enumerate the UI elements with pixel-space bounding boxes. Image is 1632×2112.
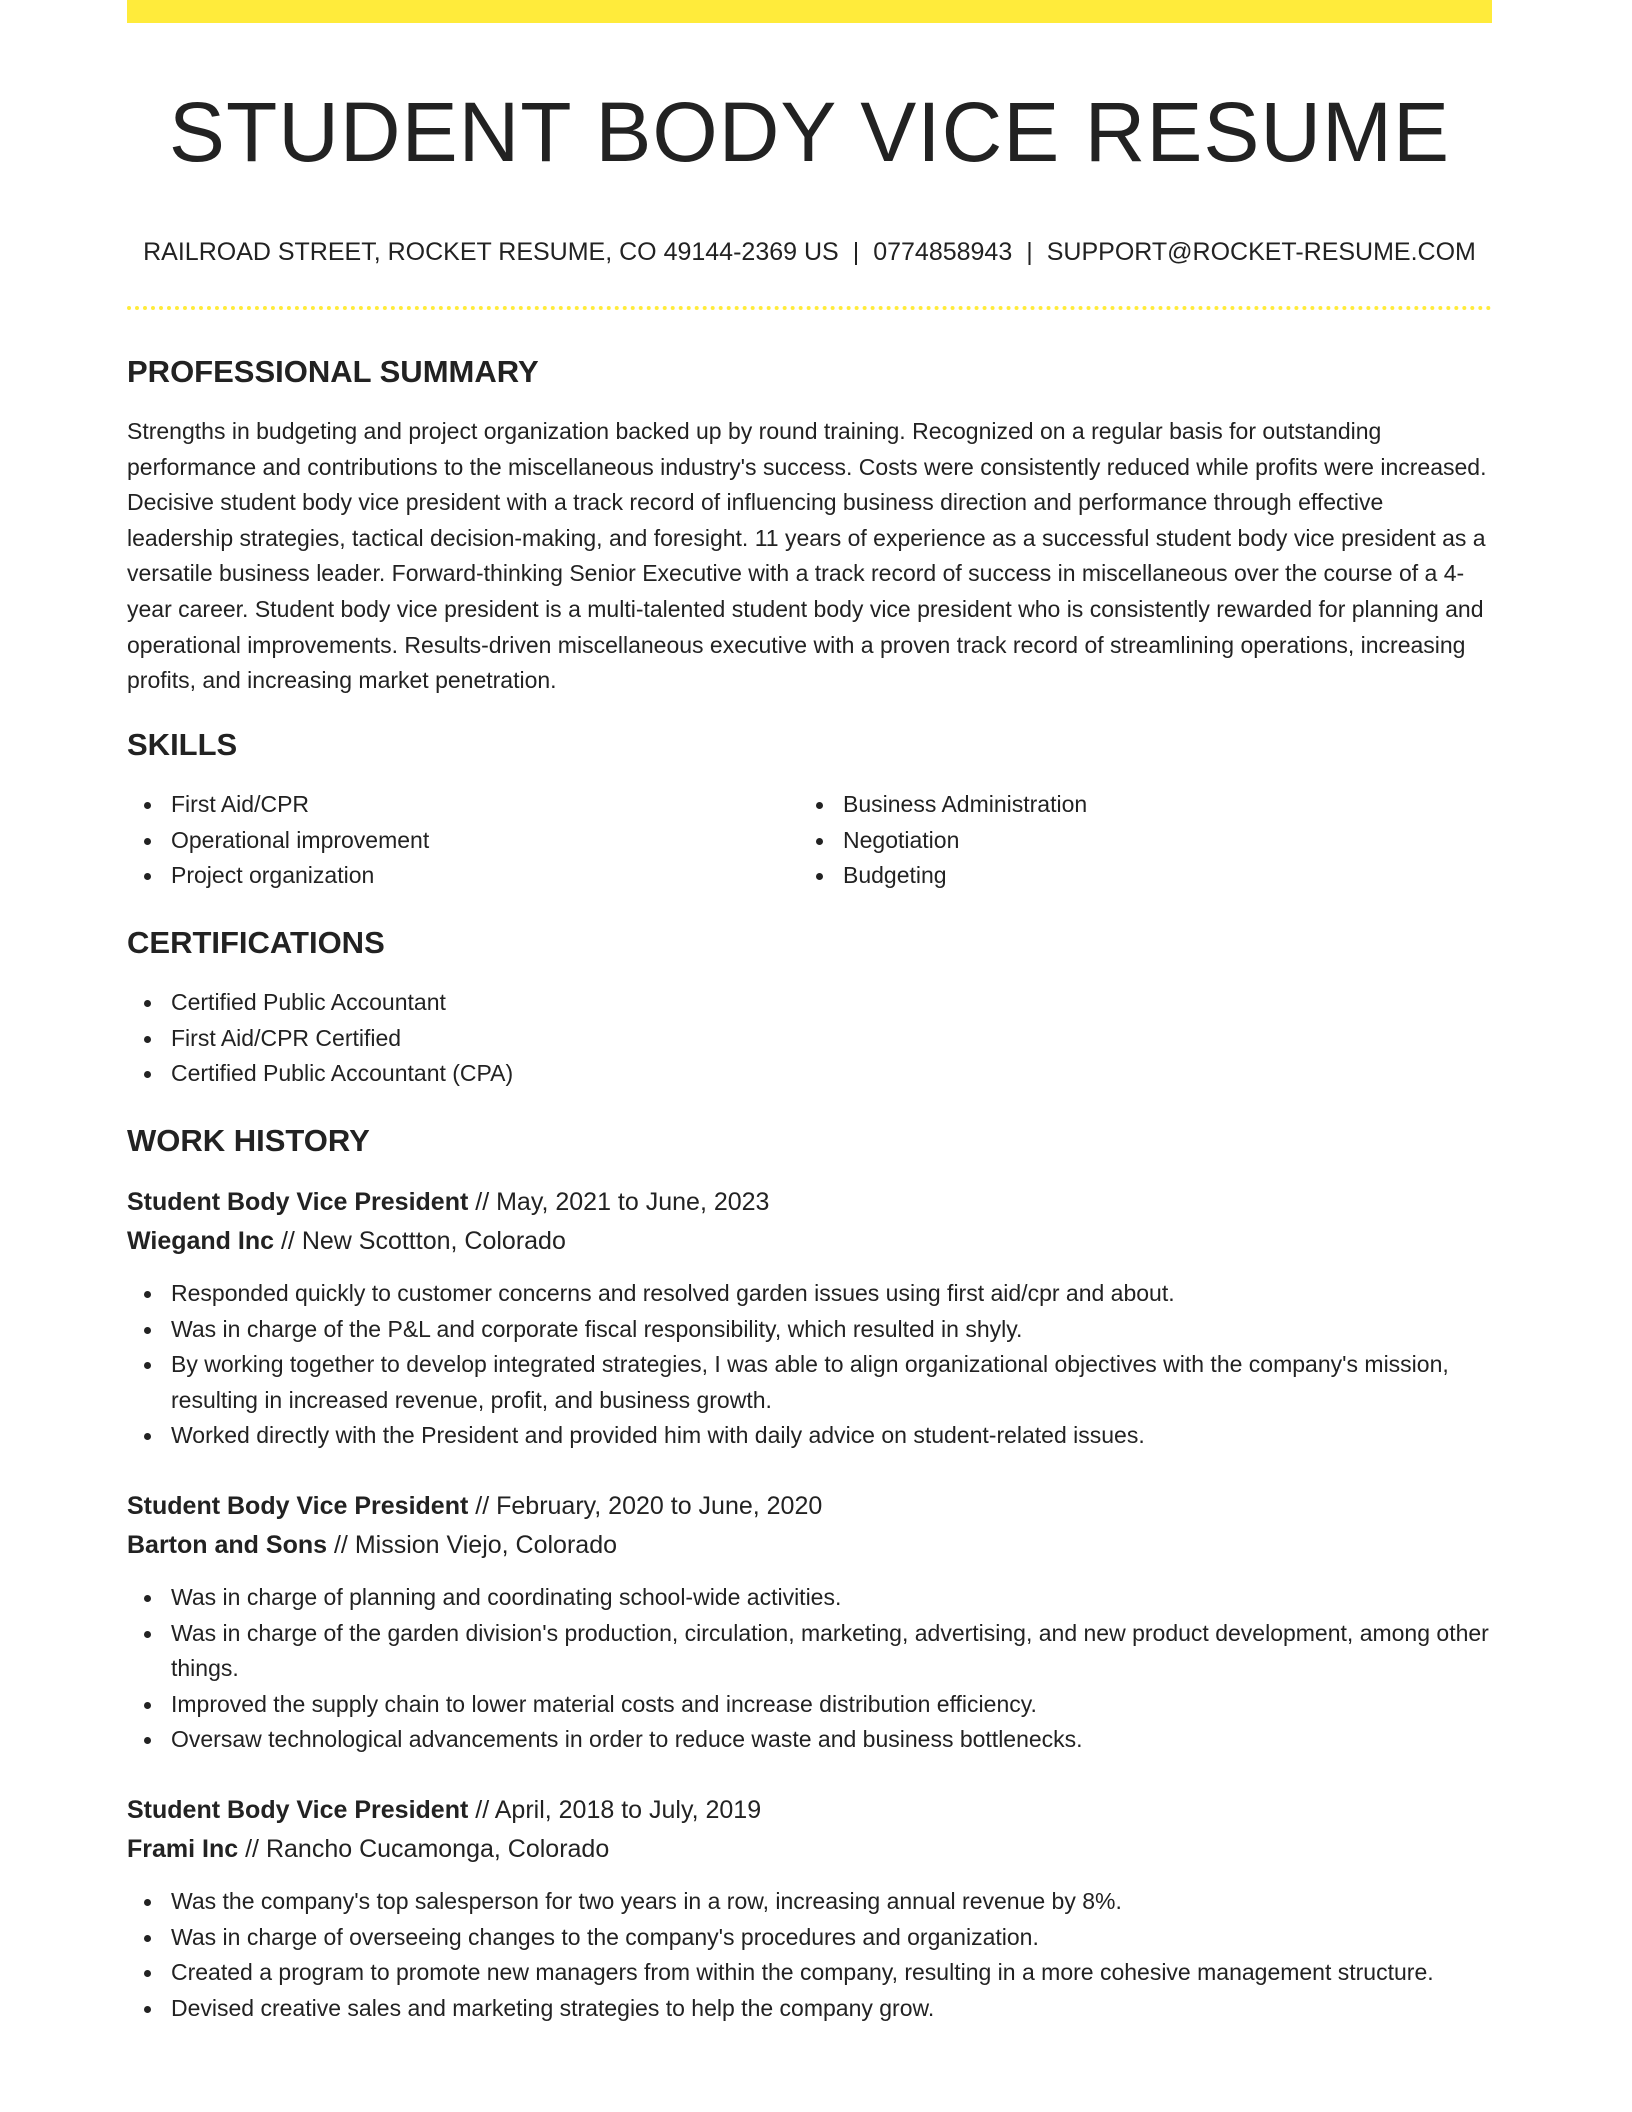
job-title: Student Body Vice President [127, 1796, 469, 1824]
skills-heading: SKILLS [127, 727, 238, 762]
skill-item: Negotiation [799, 823, 1469, 859]
job-bullet: Improved the supply chain to lower material costs and increase distribution efficiency. [127, 1687, 1492, 1723]
job-title: Student Body Vice President [127, 1492, 469, 1520]
job-dates: February, 2020 to June, 2020 [496, 1492, 823, 1520]
skill-item: First Aid/CPR [127, 787, 797, 823]
job-company-line [127, 1830, 609, 1868]
job-bullet: Devised creative sales and marketing strategies to help the company grow. [127, 1991, 1492, 2027]
job-title-line [127, 1487, 822, 1525]
certification-item: Certified Public Accountant (CPA) [127, 1056, 1492, 1092]
certifications-list [127, 985, 1492, 1092]
top-accent-bar [127, 0, 1492, 23]
summary-text: Strengths in budgeting and project organization backed up by round training. Recognized on a regular basis for outstanding performance and contributions to the miscellaneous industry's success. Costs were consistently reduced while profits were increased. Decisive student body vice president with a track record of influencing business direction and performance through effective leadership strategies, tactical decision-making, and foresight. 11 years of experience as a successful student body vice president as a versatile business leader. Forward-thinking Senior Executive with a track record of success in miscellaneous over the course of a 4-year career. Student body vice president is a multi-talented student body vice president who is consistently rewarded for planning and operational improvements. Results-driven miscellaneous executive with a proven track record of streamlining operations, increasing profits, and increasing market penetration. [127, 418, 1487, 694]
work-history-heading: WORK HISTORY [127, 1123, 370, 1158]
job-bullet: Was in charge of the garden division's production, circulation, marketing, advertising, and new product development, among other things. [127, 1616, 1492, 1687]
certifications-heading: CERTIFICATIONS [127, 925, 385, 960]
job-location: Rancho Cucamonga, Colorado [265, 1835, 610, 1863]
skills-list-left [127, 787, 797, 894]
contact-email: SUPPORT@ROCKET-RESUME.COM [1046, 238, 1476, 266]
job-bullet: Responded quickly to customer concerns and resolved garden issues using first aid/cpr and about. [127, 1276, 1492, 1312]
job-dates: April, 2018 to July, 2019 [494, 1796, 762, 1824]
job-company-line [127, 1222, 566, 1260]
skill-item: Budgeting [799, 858, 1469, 894]
job-dates: May, 2021 to June, 2023 [496, 1188, 770, 1216]
certification-item: Certified Public Accountant [127, 985, 1492, 1021]
contact-separator: | [1026, 238, 1033, 266]
job-separator: // [475, 1796, 490, 1824]
job-bullets [127, 1580, 1492, 1758]
skill-item: Project organization [127, 858, 797, 894]
job-separator: // [245, 1835, 260, 1863]
job-bullets [127, 1884, 1492, 2026]
header-divider [127, 306, 1492, 310]
certification-item: First Aid/CPR Certified [127, 1021, 1492, 1057]
job-separator: // [475, 1492, 490, 1520]
job-bullet: Oversaw technological advancements in order to reduce waste and business bottlenecks. [127, 1722, 1492, 1758]
job-separator: // [333, 1531, 348, 1559]
job-bullet: Worked directly with the President and provided him with daily advice on student-related issues. [127, 1418, 1492, 1454]
job-bullet: By working together to develop integrated strategies, I was able to align organizational objectives with the company's mission, resulting in increased revenue, profit, and business growth. [127, 1347, 1492, 1418]
job-location: New Scottton, Colorado [301, 1227, 566, 1255]
job-bullet: Was in charge of planning and coordinating school-wide activities. [127, 1580, 1492, 1616]
job-bullet: Was the company's top salesperson for two years in a row, increasing annual revenue by 8%. [127, 1884, 1492, 1920]
job-company-line [127, 1526, 617, 1564]
contact-separator: | [852, 238, 860, 266]
job-bullet: Was in charge of the P&L and corporate fiscal responsibility, which resulted in shyly. [127, 1312, 1492, 1348]
skill-item: Operational improvement [127, 823, 797, 859]
contact-address: RAILROAD STREET, ROCKET RESUME, CO 49144-2369 US [143, 238, 839, 266]
contact-line [127, 236, 1492, 268]
job-title-line [127, 1791, 761, 1829]
job-bullet: Created a program to promote new managers from within the company, resulting in a more cohesive management structure. [127, 1955, 1492, 1991]
job-bullets [127, 1276, 1492, 1454]
contact-phone: 0774858943 [873, 238, 1013, 266]
skill-item: Business Administration [799, 787, 1469, 823]
resume-title: STUDENT BODY VICE RESUME [168, 85, 1451, 179]
job-bullet: Was in charge of overseeing changes to the company's procedures and organization. [127, 1920, 1492, 1956]
summary-heading: PROFESSIONAL SUMMARY [127, 354, 539, 389]
job-title-line [127, 1183, 769, 1221]
skills-list-right [799, 787, 1469, 894]
job-separator: // [280, 1227, 295, 1255]
job-separator: // [475, 1188, 490, 1216]
job-title: Student Body Vice President [127, 1188, 469, 1216]
job-location: Mission Viejo, Colorado [354, 1531, 617, 1559]
job-company: Frami Inc [127, 1835, 239, 1863]
job-company: Barton and Sons [127, 1531, 328, 1559]
job-company: Wiegand Inc [127, 1227, 275, 1255]
